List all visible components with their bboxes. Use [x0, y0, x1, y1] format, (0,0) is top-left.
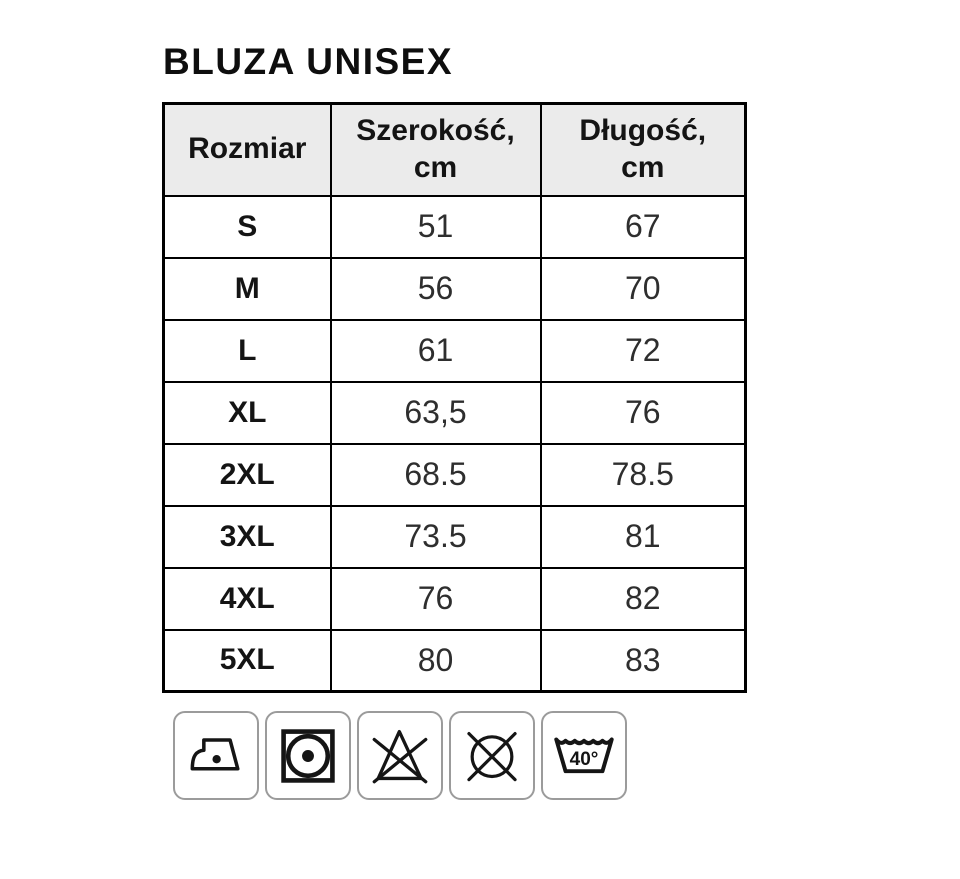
care-icons-row [173, 711, 627, 800]
table-row-s [164, 196, 746, 258]
size-label: XL [164, 382, 331, 444]
table-row-5xl [164, 630, 746, 692]
wash-40-icon [541, 711, 627, 800]
size-label: S [164, 196, 331, 258]
size-table-header-row [164, 104, 746, 196]
size-label: 4XL [164, 568, 331, 630]
table-row-l [164, 320, 746, 382]
length-value: 70 [541, 258, 746, 320]
width-value: 56 [331, 258, 541, 320]
iron-low-temp-icon [173, 711, 259, 800]
column-header-width-label: Szerokość, [356, 114, 515, 148]
iron-glyph [184, 724, 248, 788]
width-value: 61 [331, 320, 541, 382]
column-header-size [164, 104, 331, 196]
size-label: M [164, 258, 331, 320]
width-value: 68.5 [331, 444, 541, 506]
width-value: 51 [331, 196, 541, 258]
column-header-width [331, 104, 541, 196]
width-value: 73.5 [331, 506, 541, 568]
column-header-length-label: Długość, [579, 114, 707, 148]
length-value: 67 [541, 196, 746, 258]
tumble-dry-glyph [275, 723, 341, 789]
length-value: 82 [541, 568, 746, 630]
table-row-4xl [164, 568, 746, 630]
table-row-3xl [164, 506, 746, 568]
width-value: 76 [331, 568, 541, 630]
tumble-dry-low-icon [265, 711, 351, 800]
size-label: L [164, 320, 331, 382]
length-value: 78.5 [541, 444, 746, 506]
length-value: 81 [541, 506, 746, 568]
column-header-size-label: Rozmiar [188, 132, 307, 166]
width-value: 63,5 [331, 382, 541, 444]
do-not-dry-clean-icon [449, 711, 535, 800]
table-row-m [164, 258, 746, 320]
size-label: 5XL [164, 630, 331, 692]
crossed-triangle-glyph [367, 723, 433, 789]
length-value: 83 [541, 630, 746, 692]
column-header-length [541, 104, 746, 196]
do-not-bleach-icon [357, 711, 443, 800]
table-row-xl [164, 382, 746, 444]
size-table [162, 102, 747, 693]
column-header-width-unit: cm [413, 150, 458, 184]
size-label: 3XL [164, 506, 331, 568]
column-header-length-unit: cm [621, 150, 665, 184]
page-title: BLUZA UNISEX [163, 41, 454, 82]
length-value: 72 [541, 320, 746, 382]
crossed-circle-glyph [460, 724, 524, 788]
width-value: 80 [331, 630, 541, 692]
length-value: 76 [541, 382, 746, 444]
wash-temperature-label: 40° [569, 749, 599, 770]
size-label: 2XL [164, 444, 331, 506]
table-row-2xl [164, 444, 746, 506]
